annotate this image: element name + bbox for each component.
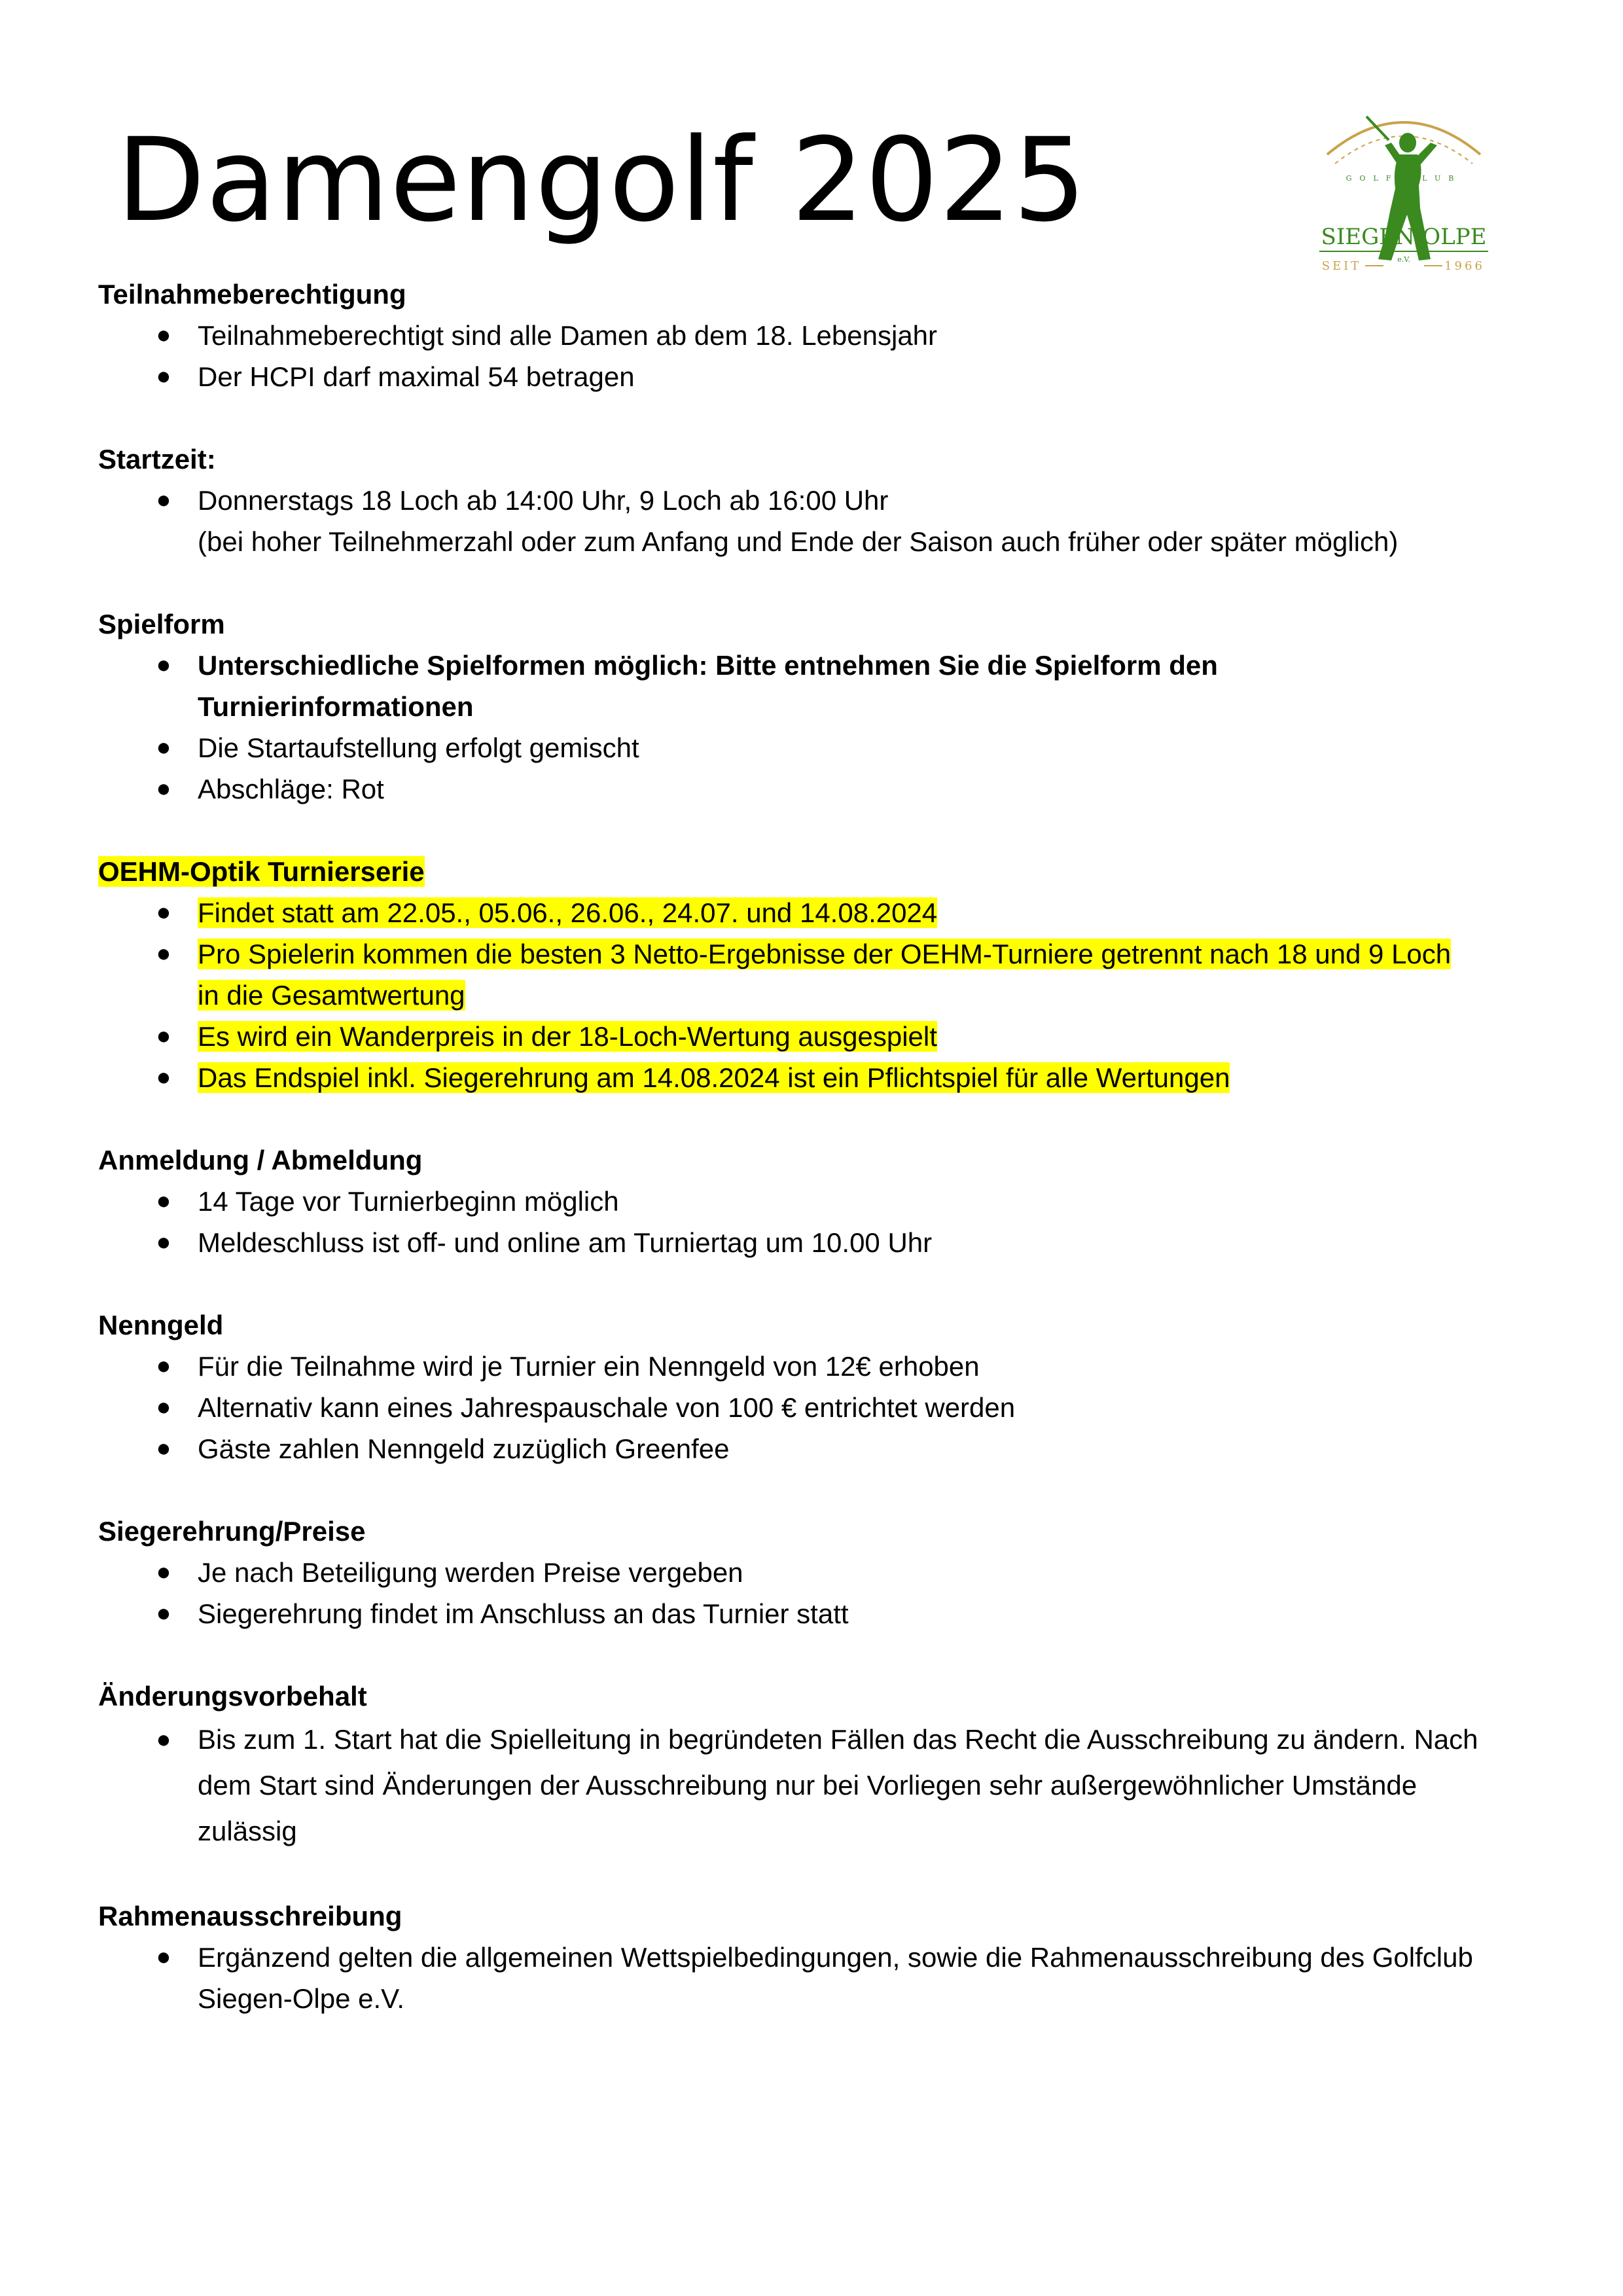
logo-seit: SEIT [1321,259,1362,273]
list-item [98,356,1538,397]
list-item [98,1222,1538,1263]
list-item-text: Abschläge: Rot [198,774,384,804]
list-item-text: Findet statt am 22.05., 05.06., 26.06., 24.07. und 14.08.2024 [198,897,938,928]
list-item [98,1552,1538,1593]
list-item [98,1717,1538,1854]
list-item-text: Bis zum 1. Start hat die Spielleitung in begründeten Fällen das Recht die Ausschreibung zu ändern. Nach dem Start sind Änderungen der Ausschreibung nur bei Vorliegen sehr außergewöhnlicher Umstände zulässig [198,1724,1478,1846]
section-heading: Siegerehrung/Preise [98,1516,366,1547]
section-heading: Änderungsvorbehalt [98,1681,367,1712]
list-item [98,1937,1538,2019]
bullet-icon: ● [156,363,171,390]
list-item-text: Es wird ein Wanderpreis in der 18-Loch-Wertung ausgespielt [198,1021,937,1052]
list-item-text: Gäste zahlen Nenngeld zuzüglich Greenfee [198,1433,730,1464]
golf-club-logo [1315,97,1492,287]
bullet-icon: ● [156,1229,171,1256]
list-item-text: Meldeschluss ist off- und online am Turniertag um 10.00 Uhr [198,1227,933,1258]
bullet-list [98,315,1538,397]
golf-club-logo-graphic [1315,97,1492,287]
bullet-icon: ● [156,1064,171,1091]
bullet-icon: ● [156,1558,171,1586]
list-item [98,933,1538,1016]
list-item [98,315,1538,356]
list-item [98,727,1538,768]
section-oehm-optik-turnierserie [98,851,1538,1098]
list-item [98,1593,1538,1634]
list-item [98,1181,1538,1222]
list-item [98,1387,1538,1428]
bullet-list [98,1181,1538,1263]
section-startzeit [98,439,1538,562]
bullet-list [98,892,1538,1098]
section-rahmenausschreibung [98,1895,1538,2019]
list-item [98,1346,1538,1387]
bullet-icon: ● [156,1022,171,1050]
list-item-text: Alternativ kann eines Jahrespauschale von 100 € entrichtet werden [198,1392,1016,1423]
bullet-list [98,1346,1538,1469]
section-heading: OEHM-Optik Turnierserie [98,856,425,887]
logo-year: 1966 [1444,259,1485,273]
list-item-text: Siegerehrung findet im Anschluss an das Turnier statt [198,1598,849,1629]
list-item [98,1428,1538,1469]
bullet-icon: ● [156,1726,171,1753]
bullet-icon: ● [156,899,171,926]
section-anmeldung-abmeldung [98,1139,1538,1263]
list-item-text: Teilnahmeberechtigt sind alle Damen ab dem 18. Lebensjahr [198,320,938,351]
bullet-icon: ● [156,486,171,514]
bullet-list [98,645,1538,810]
bullet-icon: ● [156,734,171,761]
section-teilnahmeberechtigung [98,274,1538,397]
list-item-text: (bei hoher Teilnehmerzahl oder zum Anfang und Ende der Saison auch früher oder später möglich) [198,526,1399,557]
list-item-text: Pro Spielerin kommen die besten 3 Netto-Ergebnisse der OEHM-Turniere getrennt nach 18 und 9 Loch in die Gesamtwertung [198,939,1452,1011]
list-item-text: Unterschiedliche Spielformen möglich: Bitte entnehmen Sie die Spielform den Turnierinformationen [198,650,1218,722]
bullet-icon: ● [156,651,171,679]
section-nenngeld [98,1304,1538,1469]
bullet-icon: ● [156,1943,171,1971]
list-item-text: Ergänzend gelten die allgemeinen Wettspielbedingungen, sowie die Rahmenausschreibung des Golfclub Siegen-Olpe e.V. [198,1942,1473,2014]
section-heading: Nenngeld [98,1310,224,1340]
section-heading: Startzeit: [98,444,216,475]
list-item [98,645,1538,727]
bullet-icon: ● [156,321,171,349]
section-siegerehrung-preise [98,1511,1538,1634]
list-item-text: Je nach Beteiligung werden Preise vergeben [198,1557,743,1588]
list-item [98,768,1538,810]
bullet-icon: ● [156,1393,171,1421]
section-heading: Rahmenausschreibung [98,1901,402,1931]
section-heading: Anmeldung / Abmeldung [98,1145,423,1175]
list-item [98,1016,1538,1057]
list-item-text: Donnerstags 18 Loch ab 14:00 Uhr, 9 Loch ab 16:00 Uhr [198,485,889,516]
bullet-list [98,1717,1538,1854]
bullet-icon: ● [156,940,171,967]
section-heading: Teilnahmeberechtigung [98,279,406,310]
bullet-icon: ● [156,1435,171,1462]
page-title: Damengolf 2025 [116,113,1087,247]
list-item-text: Für die Teilnahme wird je Turnier ein Nenngeld von 12€ erhoben [198,1351,980,1382]
bullet-icon: ● [156,1352,171,1380]
list-item-text: Die Startaufstellung erfolgt gemischt [198,732,639,763]
section-spielform [98,603,1538,810]
bullet-icon: ● [156,1600,171,1627]
list-item [98,1057,1538,1098]
list-item [98,480,1538,521]
list-item-text: 14 Tage vor Turnierbeginn möglich [198,1186,619,1217]
logo-top-text: GOLF CLUB [1346,174,1462,183]
list-item-continuation [98,521,1538,562]
document-body [98,274,1538,2019]
list-item [98,892,1538,933]
list-item-text: Der HCPI darf maximal 54 betragen [198,361,635,392]
section-aenderungsvorbehalt [98,1676,1538,1854]
list-item-text: Das Endspiel inkl. Siegerehrung am 14.08.2024 ist ein Pflichtspiel für alle Wertungen [198,1062,1230,1093]
bullet-list [98,1937,1538,2019]
section-heading: Spielform [98,609,225,639]
bullet-icon: ● [156,1187,171,1215]
bullet-icon: ● [156,775,171,802]
bullet-list [98,1552,1538,1634]
logo-club-name: SIEGEN-OLPE [1321,224,1487,250]
logo-ev: e.V. [1397,255,1410,264]
bullet-list [98,480,1538,562]
